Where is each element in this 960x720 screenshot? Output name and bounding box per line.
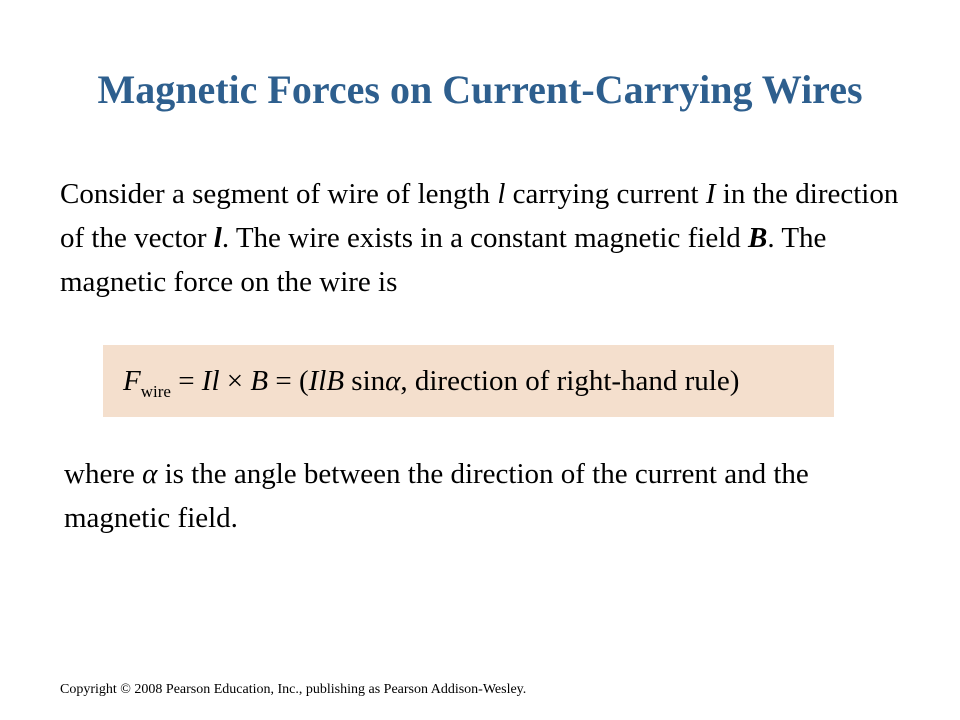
eq-subscript-wire: wire bbox=[140, 382, 171, 401]
eq-ilb: IlB bbox=[308, 365, 345, 397]
intro-text-1: Consider a segment of wire of length bbox=[60, 178, 498, 210]
explanation-text-1: where bbox=[64, 458, 143, 490]
slide-title: Magnetic Forces on Current-Carrying Wires bbox=[97, 67, 863, 112]
copyright-notice: Copyright © 2008 Pearson Education, Inc., publishing as Pearson Addison-Wesley. bbox=[60, 682, 527, 697]
eq-sin: sin bbox=[344, 365, 386, 397]
eq-direction-text: , direction of right-hand rule) bbox=[400, 365, 740, 397]
explanation-text-2: is the angle between the direction of the current and the magnetic field. bbox=[64, 458, 809, 534]
variable-current-i: I bbox=[705, 178, 716, 210]
force-equation bbox=[123, 359, 739, 414]
eq-cross: × bbox=[219, 365, 251, 397]
intro-paragraph bbox=[60, 172, 900, 304]
eq-force-symbol: F bbox=[123, 365, 141, 397]
explanation-alpha: α bbox=[142, 458, 158, 490]
vector-l: l bbox=[213, 222, 222, 254]
eq-equals-2: = ( bbox=[268, 365, 309, 397]
eq-il: Il bbox=[201, 365, 220, 397]
eq-equals-1: = bbox=[170, 365, 202, 397]
variable-length-l: l bbox=[497, 178, 506, 210]
intro-text-4: . The wire exists in a constant magnetic field bbox=[221, 222, 749, 254]
eq-b: B bbox=[250, 365, 269, 397]
intro-text-5: . The magnetic force on the wire is bbox=[60, 222, 827, 298]
eq-alpha: α bbox=[385, 365, 401, 397]
equation-box bbox=[103, 345, 834, 417]
intro-text-3: in the direction of the vector bbox=[60, 178, 899, 254]
vector-b: B bbox=[748, 222, 768, 254]
intro-text-2: carrying current bbox=[505, 178, 706, 210]
explanation-paragraph bbox=[64, 452, 904, 540]
